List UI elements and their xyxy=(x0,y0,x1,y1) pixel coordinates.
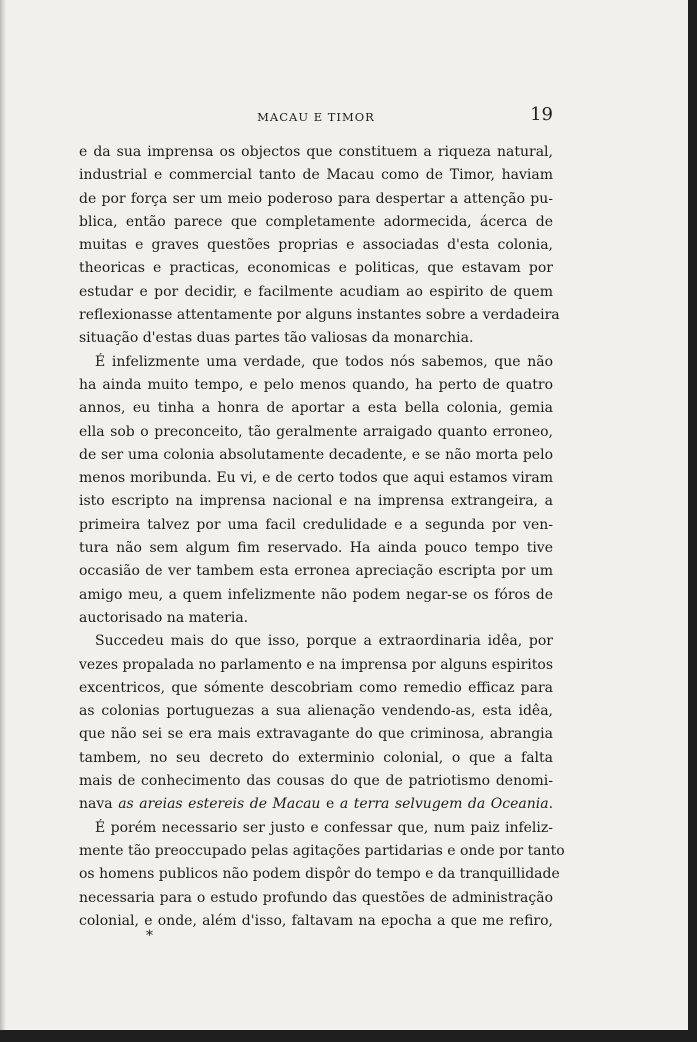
text-line: isto escripto na imprensa nacional e na imprensa extrangeira, a xyxy=(79,493,553,510)
text-line: annos, eu tinha a honra de aportar a esta bella colonia, gemia xyxy=(79,400,553,417)
running-head: MACAU E TIMOR xyxy=(257,110,375,124)
text-line: É infelizmente uma verdade, que todos nós sabemos, que não xyxy=(95,353,553,370)
page-header xyxy=(79,104,553,128)
text-line: que não sei se era mais extravagante do que criminosa, abrangia xyxy=(79,726,553,743)
text-line: de por força ser um meio poderoso para despertar a attenção pu- xyxy=(79,190,553,207)
text-line: mente tão preoccupado pelas agitações partidarias e onde por tanto xyxy=(79,842,565,859)
text-line: theoricas e practicas, economicas e politicas, que estavam por xyxy=(79,260,553,277)
signature-mark: * xyxy=(146,928,153,944)
text-line: tura não sem algum fim reservado. Ha ainda pouco tempo tive xyxy=(79,540,553,557)
text-line: amigo meu, a quem infelizmente não podem negar-se os fóros de xyxy=(79,586,553,603)
text-line: É porém necessario ser justo e confessar que, num paiz infeliz- xyxy=(95,819,553,836)
text-line: tambem, no seu decreto do exterminio colonial, o que a falta xyxy=(79,749,553,766)
text-line: menos moribunda. Eu vi, e de certo todos que aqui estamos viram xyxy=(79,470,553,487)
text-line: reflexionasse attentamente por alguns instantes sobre a verdadeira xyxy=(79,307,560,324)
text-line: Succedeu mais do que isso, porque a extraordinaria idêa, por xyxy=(95,633,553,650)
text-segment: . xyxy=(548,796,554,813)
text-line: necessaria para o estudo profundo das questões de administração xyxy=(79,889,553,906)
text-line: os homens publicos não podem dispôr do tempo e da tranquillidade xyxy=(79,866,560,883)
text-segment: e xyxy=(320,796,340,813)
text-line: ella sob o preconceito, tão geralmente arraigado quanto erroneo, xyxy=(79,423,553,440)
text-line-with-italics xyxy=(79,793,553,816)
text-line: estudar e por decidir, e facilmente acudiam ao espirito de quem xyxy=(79,283,553,300)
page-edge-shadow xyxy=(0,0,6,1030)
text-line: blica, então parece que completamente adormecida, ácerca de xyxy=(79,213,553,230)
text-line: excentricos, que sómente descobriam como remedio efficaz para xyxy=(79,679,553,696)
page-number: 19 xyxy=(530,104,553,125)
text-line: muitas e graves questões proprias e associadas d'esta colonia, xyxy=(79,237,553,254)
text-line: situação d'estas duas partes tão valiosas da monarchia. xyxy=(79,330,474,347)
body-text xyxy=(79,141,565,933)
text-line: occasião de ver tambem esta erronea apreciação escripta por um xyxy=(79,563,553,580)
text-line: de ser uma colonia absolutamente decadente, e se não morta pelo xyxy=(79,446,553,463)
text-line: auctorisado na materia. xyxy=(79,609,249,626)
text-line: ha ainda muito tempo, e pelo menos quando, ha perto de quatro xyxy=(79,376,553,393)
text-line: e da sua imprensa os objectos que constituem a riqueza natural, xyxy=(79,144,553,160)
text-line: colonial, e onde, além d'isso, faltavam na epocha a que me refiro, xyxy=(79,912,553,929)
text-segment: nava xyxy=(79,796,119,813)
text-line: as colonias portuguezas a sua alienação vendendo-as, esta idêa, xyxy=(79,703,553,720)
italic-phrase: a terra selvugem da Oceania xyxy=(339,796,549,813)
text-line: industrial e commercial tanto de Macau como de Timor, haviam xyxy=(79,167,553,184)
text-line: primeira talvez por uma facil credulidade e a segunda por ven- xyxy=(79,516,553,533)
italic-phrase: as areias estereis de Macau xyxy=(118,796,321,813)
text-line: vezes propalada no parlamento e na imprensa por alguns espiritos xyxy=(79,656,553,673)
text-line: mais de conhecimento das cousas do que de patriotismo denomi- xyxy=(79,773,553,790)
